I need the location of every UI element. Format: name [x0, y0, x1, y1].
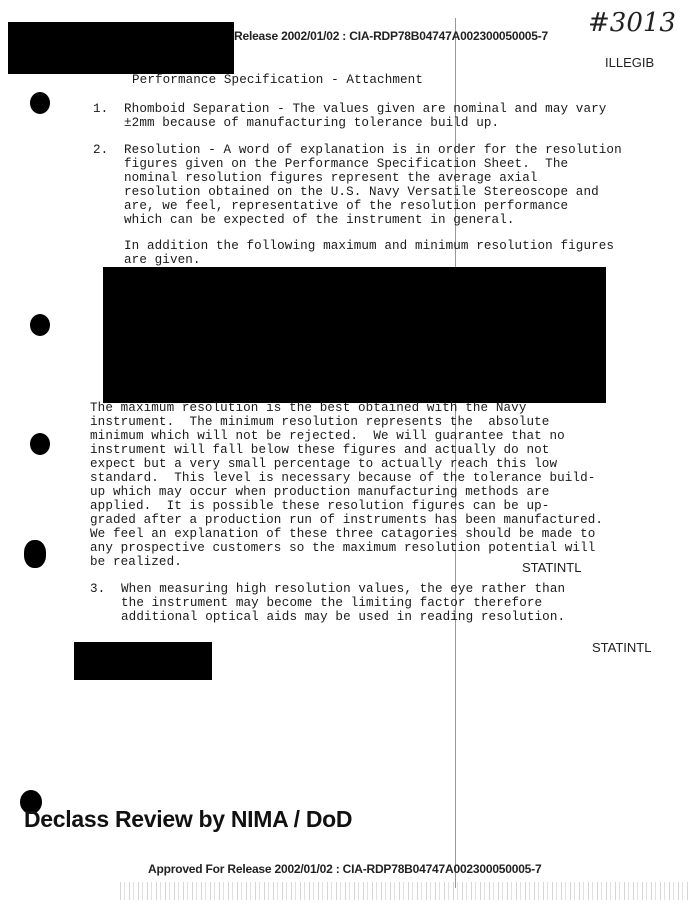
item-1-line: Rhomboid Separation - The values given are nominal and may vary [124, 102, 607, 116]
item-number: 3. [90, 582, 106, 596]
item-3-line: additional optical aids may be used in reading resolution. [121, 610, 566, 624]
item-2-line: nominal resolution figures represent the average axial [124, 171, 538, 185]
redaction-signature [74, 642, 212, 680]
punch-hole [30, 433, 50, 455]
approved-release-line: Approved For Release 2002/01/02 : CIA-RDP78B04747A002300050005-7 [148, 862, 542, 876]
item-2-line: which can be expected of the instrument in general. [124, 213, 515, 227]
paragraph-line: expect but a very small percentage to actually reach this low [90, 457, 558, 471]
redaction-table [103, 267, 606, 403]
paragraph-line: graded after a production run of instruments has been manufactured. [90, 513, 604, 527]
handwritten-number: #3013 [588, 8, 676, 38]
item-number: 1. [93, 102, 109, 116]
statintl-stamp: STATINTL [592, 640, 652, 655]
paragraph-line: The maximum resolution is the best obtained with the Navy [90, 401, 527, 415]
paragraph-line: standard. This level is necessary because of the tolerance build- [90, 471, 596, 485]
illegib-stamp: ILLEGIB [605, 55, 655, 70]
item-2-line: In addition the following maximum and minimum resolution figures [124, 239, 615, 253]
release-line: Release 2002/01/02 : CIA-RDP78B04747A002300050005-7 [234, 29, 549, 43]
paragraph-line: up which may occur when production manufacturing methods are [90, 485, 550, 499]
paragraph-line: instrument. The minimum resolution represents the absolute [90, 415, 550, 429]
scan-noise [120, 882, 690, 900]
punch-hole [24, 540, 46, 568]
item-2-line: figures given on the Performance Specification Sheet. The [124, 157, 569, 171]
punch-hole [30, 314, 50, 336]
paragraph-line: be realized. [90, 555, 182, 569]
item-3-line: the instrument may become the limiting factor therefore [121, 596, 543, 610]
declass-stamp: Declass Review by NIMA / DoD [24, 806, 353, 832]
statintl-stamp: STATINTL [522, 560, 582, 575]
item-number: 2. [93, 143, 109, 157]
item-1-line: ±2mm because of manufacturing tolerance build up. [124, 116, 500, 130]
item-2-line: are, we feel, representative of the resolution performance [124, 199, 569, 213]
paragraph-line: instrument will fall below these figures and actually do not [90, 443, 550, 457]
paragraph-line: applied. It is possible these resolution figures can be up- [90, 499, 550, 513]
punch-hole [30, 92, 50, 114]
paragraph-line: minimum which will not be rejected. We will guarantee that no [90, 429, 565, 443]
document-title: Performance Specification - Attachment [132, 73, 423, 87]
redaction-header [8, 22, 234, 74]
paragraph-line: We feel an explanation of these three catagories should be made to [90, 527, 596, 541]
item-3-line: When measuring high resolution values, the eye rather than [121, 582, 566, 596]
item-2-line: resolution obtained on the U.S. Navy Versatile Stereoscope and [124, 185, 599, 199]
item-2-line: are given. [124, 253, 201, 267]
paragraph-line: any prospective customers so the maximum resolution potential will [90, 541, 596, 555]
item-2-line: Resolution - A word of explanation is in order for the resolution [124, 143, 622, 157]
